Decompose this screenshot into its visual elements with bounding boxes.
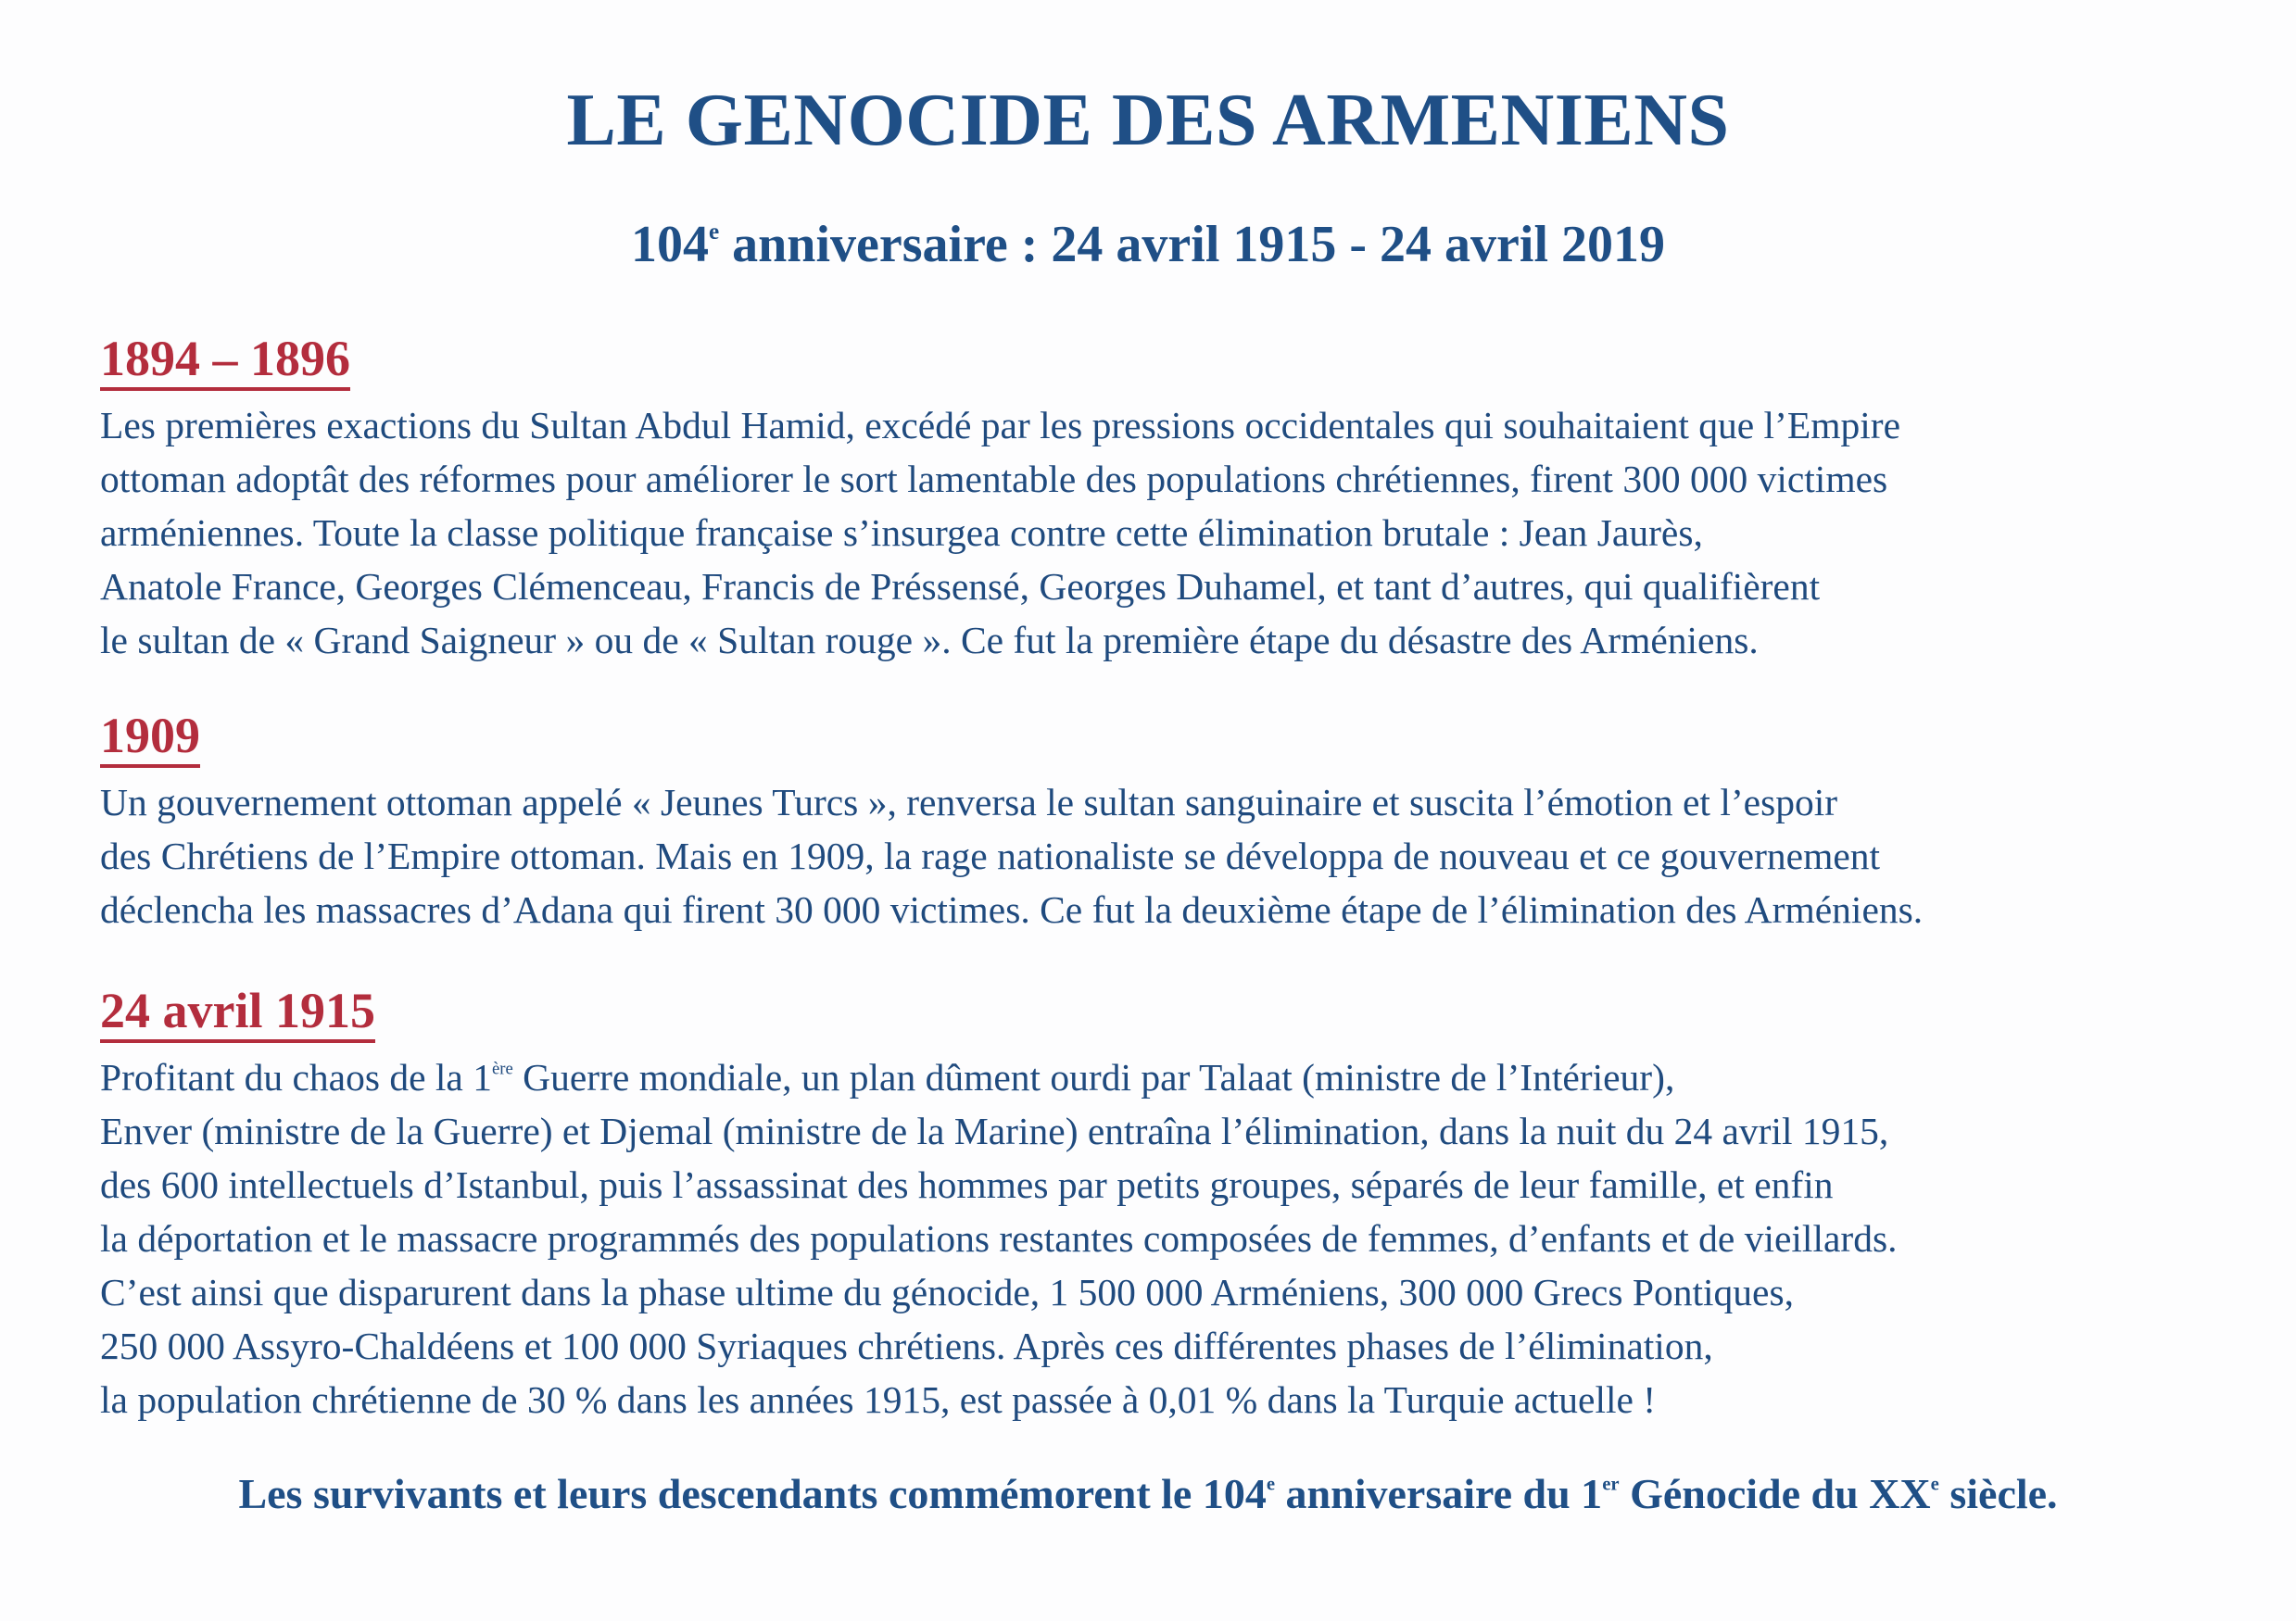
text-line: Anatole France, Georges Clémenceau, Francis de Préssensé, Georges Duhamel, et tant d’autres, qui qualifièrent — [100, 565, 1821, 608]
text-line: la déportation et le massacre programmés des populations restantes composées de femmes, d’enfants et de vieillards. — [100, 1217, 1898, 1260]
text-line: Un gouvernement ottoman appelé « Jeunes Turcs », renversa le sultan sanguinaire et suscita l’émotion et l’espoir — [100, 781, 1838, 823]
text-fragment: Génocide du XX — [1619, 1470, 1931, 1517]
text-line: arméniennes. Toute la classe politique française s’insurgea contre cette élimination brutale : Jean Jaurès, — [100, 511, 1703, 554]
document-subtitle — [0, 216, 2296, 273]
document-title: LE GENOCIDE DES ARMENIENS — [566, 80, 1730, 161]
text-fragment: Profitant du chaos de la 1 — [100, 1056, 492, 1099]
section-24-avril-1915 — [100, 983, 2231, 1426]
text-line: la population chrétienne de 30 % dans les années 1915, est passée à 0,01 % dans la Turquie actuelle ! — [100, 1378, 1657, 1421]
ordinal-superscript: e — [1930, 1474, 1939, 1495]
text-fragment: Guerre mondiale, un plan dûment ourdi par Talaat (ministre de l’Intérieur), — [512, 1056, 1675, 1099]
section-heading: 24 avril 1915 — [100, 986, 375, 1043]
text-line: des Chrétiens de l’Empire ottoman. Mais en 1909, la rage nationaliste se développa de nouveau et ce gouvernement — [100, 835, 1881, 877]
subtitle-text: anniversaire : 24 avril 1915 - 24 avril 2019 — [719, 216, 1666, 273]
section-heading: 1909 — [100, 710, 200, 768]
ordinal-superscript: ère — [491, 1059, 513, 1079]
section-1909 — [100, 710, 2231, 936]
ordinal-superscript: e — [1266, 1474, 1276, 1495]
section-body — [100, 398, 2231, 667]
subtitle-number: 104 — [630, 216, 709, 273]
text-fragment: Les survivants et leurs descendants commémorent le 104 — [238, 1470, 1267, 1517]
section-body — [100, 775, 2231, 936]
text-line — [100, 1050, 2231, 1104]
section-1894-1896 — [100, 333, 2231, 667]
text-line: déclencha les massacres d’Adana qui firent 30 000 victimes. Ce fut la deuxième étape de l’élimination des Arméniens. — [100, 888, 1924, 931]
section-body — [100, 1050, 2231, 1426]
text-line: ottoman adoptât des réformes pour améliorer le sort lamentable des populations chrétiennes, firent 300 000 victimes — [100, 458, 1888, 500]
text-line: le sultan de « Grand Saigneur » ou de « Sultan rouge ». Ce fut la première étape du désastre des Arméniens. — [100, 619, 1759, 661]
ordinal-superscript: er — [1602, 1474, 1620, 1495]
text-line: Les premières exactions du Sultan Abdul Hamid, excédé par les pressions occidentales qui souhaitaient que l’Empire — [100, 404, 1901, 446]
text-fragment: anniversaire du 1 — [1275, 1470, 1603, 1517]
text-line: C’est ainsi que disparurent dans la phase ultime du génocide, 1 500 000 Arméniens, 300 000 Grecs Pontiques, — [100, 1271, 1794, 1313]
text-line: des 600 intellectuels d’Istanbul, puis l’assassinat des hommes par petits groupes, séparés de leur famille, et enfin — [100, 1163, 1834, 1206]
subtitle-superscript: e — [708, 220, 720, 245]
text-fragment: siècle. — [1938, 1470, 2058, 1517]
closing-statement — [0, 1470, 2296, 1517]
text-line: Enver (ministre de la Guerre) et Djemal (ministre de la Marine) entraîna l’élimination, dans la nuit du 24 avril 1915, — [100, 1110, 1889, 1152]
section-heading: 1894 – 1896 — [100, 333, 350, 391]
text-line: 250 000 Assyro-Chaldéens et 100 000 Syriaques chrétiens. Après ces différentes phases de l’élimination, — [100, 1325, 1713, 1367]
